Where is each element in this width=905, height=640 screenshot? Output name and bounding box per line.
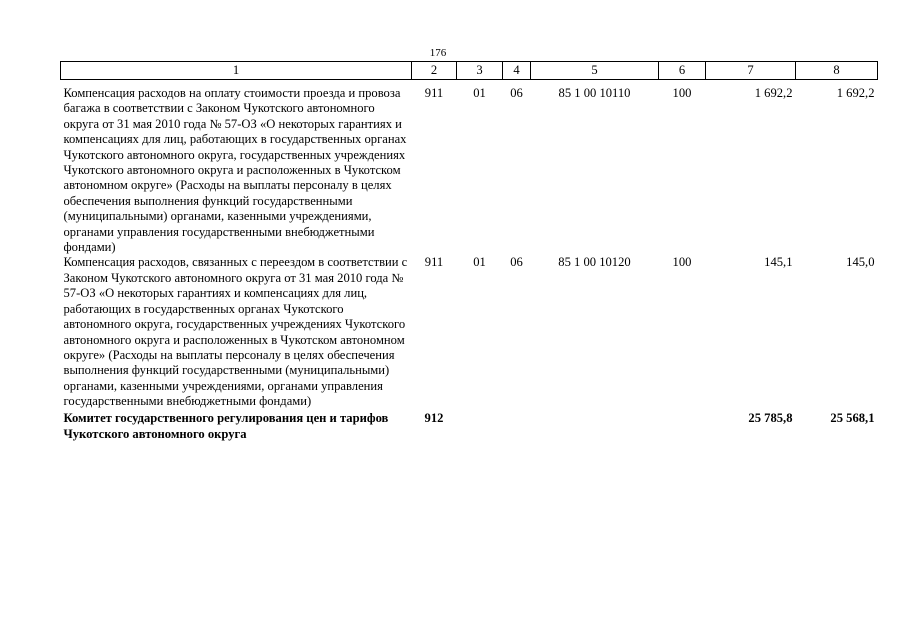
table-row — [61, 410, 878, 442]
column-header: 5 — [531, 62, 659, 80]
budget-table — [60, 61, 878, 442]
row-description: Компенсация расходов, связанных с переездом в соответствии с Законом Чукотского автономного округа от 31 мая 2010 года № 57-ОЗ «О некоторых гарантиях и компенсациях для лиц, работающих в государственных органах Чукотского автономного округа, государственных учреждениях Чукотского автономного округа и расположенных в Чукотском автономном округе» (Расходы на выплаты персоналу в целях обеспечения выполнения функций государственными (муниципальными) органами, казенными учреждениями, органами управления государственными внебюджетными фондами) — [63, 255, 408, 409]
subsection-code: 06 — [510, 86, 523, 100]
column-header: 2 — [412, 62, 457, 80]
ministry-code: 911 — [424, 86, 444, 100]
section-code: 01 — [473, 255, 486, 270]
table-row — [61, 80, 878, 256]
expense-type-code: 100 — [672, 255, 692, 270]
expense-type-code: 100 — [672, 86, 692, 100]
subsection-code: 06 — [510, 255, 523, 270]
table-row — [61, 255, 878, 409]
column-header: 3 — [457, 62, 503, 80]
column-header: 8 — [796, 62, 878, 80]
target-article-code: 85 1 00 10110 — [558, 86, 631, 100]
ministry-code: 912 — [424, 410, 444, 425]
amount-1: 1 692,2 — [754, 86, 793, 100]
header-row — [61, 62, 878, 80]
target-article-code: 85 1 00 10120 — [558, 255, 631, 270]
row-description: Компенсация расходов на оплату стоимости проезда и провоза багажа в соответствии с Законом Чукотского автономного округа от 31 мая 2010 года № 57-ОЗ «О некоторых гарантиях и компенсациях для лиц, работающих в государственных органах Чукотского автономного округа, государственных учреждениях Чукотского автономного округа и расположенных в Чукотском автономном округе» (Расходы на выплаты персоналу в целях обеспечения выполнения функций государственными (муниципальными) органами, казенными учреждениями, органами управления государственными внебюджетными фондами) — [63, 86, 407, 255]
column-header: 1 — [61, 62, 412, 80]
row-description: Комитет государственного регулирования цен и тарифов Чукотского автономного округа — [63, 410, 389, 441]
subsection-code — [503, 410, 531, 442]
page-number: 176 — [429, 47, 447, 59]
ministry-code: 911 — [424, 255, 444, 270]
target-article-code — [531, 410, 659, 442]
expense-type-code — [659, 410, 706, 442]
amount-2: 25 568,1 — [830, 410, 875, 425]
column-header: 6 — [659, 62, 706, 80]
amount-2: 1 692,2 — [836, 86, 875, 100]
amount-1: 145,1 — [764, 255, 793, 270]
section-code: 01 — [473, 86, 486, 100]
amount-2: 145,0 — [846, 255, 875, 270]
section-code — [457, 410, 503, 442]
column-header: 7 — [706, 62, 796, 80]
amount-1: 25 785,8 — [748, 410, 793, 425]
column-header: 4 — [503, 62, 531, 80]
